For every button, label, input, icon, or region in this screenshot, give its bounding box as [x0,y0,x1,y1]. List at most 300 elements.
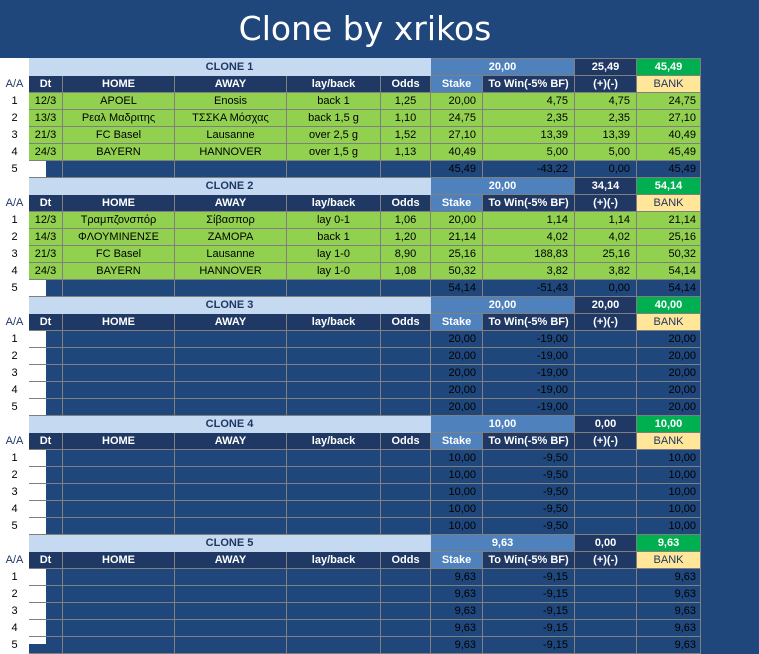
away-team-cell[interactable] [175,569,287,586]
profit-loss-cell[interactable]: 0,00 [575,161,637,178]
profit-loss-cell[interactable] [575,603,637,620]
stake-cell[interactable]: 10,00 [431,518,483,535]
away-team-cell[interactable] [175,467,287,484]
home-team-cell[interactable] [63,382,175,399]
spacer-cell [1,59,29,76]
stake-cell[interactable]: 10,00 [431,450,483,467]
header-aa: A/A [1,195,29,212]
date-cell[interactable] [29,161,63,178]
home-team-cell[interactable]: Ρεαλ Μαδριτης [63,110,175,127]
lay-back-cell[interactable] [287,382,381,399]
row-number: 1 [1,212,29,229]
odds-cell[interactable] [381,501,431,518]
lay-back-cell[interactable]: over 2,5 g [287,127,381,144]
date-cell[interactable] [29,501,63,518]
away-team-cell[interactable] [175,161,287,178]
stake-cell[interactable]: 21,14 [431,229,483,246]
spreadsheet-grid [5,58,749,654]
profit-loss-cell[interactable]: 13,39 [575,127,637,144]
profit-loss-cell[interactable]: 2,35 [575,110,637,127]
header-date: Dt [29,76,63,93]
header-profit-loss: (+)(-) [575,195,637,212]
home-team-cell[interactable]: Τραμπζονσπόρ [63,212,175,229]
date-cell[interactable] [29,382,63,399]
date-cell[interactable]: 12/3 [29,212,63,229]
clone-profit-total[interactable]: 34,14 [575,178,637,195]
odds-cell[interactable] [381,518,431,535]
home-team-cell[interactable] [63,518,175,535]
odds-cell[interactable] [381,399,431,416]
clone-bank-total[interactable]: 45,49 [637,59,701,76]
home-team-cell[interactable] [63,331,175,348]
lay-back-cell[interactable]: lay 1-0 [287,246,381,263]
bank-cell[interactable]: 45,49 [637,144,701,161]
stake-cell[interactable]: 50,32 [431,263,483,280]
header-date: Dt [29,195,63,212]
row-number: 2 [1,586,29,603]
row-number: 3 [1,127,29,144]
away-team-cell[interactable] [175,501,287,518]
profit-loss-cell[interactable] [575,399,637,416]
odds-cell[interactable] [381,484,431,501]
clone-profit-total[interactable]: 25,49 [575,59,637,76]
profit-loss-cell[interactable] [575,484,637,501]
profit-loss-cell[interactable] [575,382,637,399]
away-team-cell[interactable] [175,365,287,382]
odds-cell[interactable]: 1,52 [381,127,431,144]
date-cell[interactable]: 14/3 [29,229,63,246]
lay-back-cell[interactable] [287,280,381,297]
clone-stake-total[interactable]: 20,00 [431,297,575,314]
away-team-cell[interactable]: HANNOVER [175,144,287,161]
stake-cell[interactable]: 25,16 [431,246,483,263]
away-team-cell[interactable] [175,382,287,399]
lay-back-cell[interactable]: back 1 [287,93,381,110]
profit-loss-cell[interactable] [575,467,637,484]
clone-bank-total[interactable]: 10,00 [637,416,701,433]
lay-back-cell[interactable] [287,467,381,484]
stake-cell[interactable]: 27,10 [431,127,483,144]
bank-cell[interactable]: 21,14 [637,212,701,229]
away-team-cell[interactable] [175,586,287,603]
profit-loss-cell[interactable] [575,569,637,586]
date-cell[interactable]: 24/3 [29,263,63,280]
row-number: 3 [1,603,29,620]
odds-cell[interactable] [381,637,431,654]
header-home: HOME [63,76,175,93]
to-win-cell[interactable]: -9,50 [483,450,575,467]
home-team-cell[interactable] [63,603,175,620]
to-win-cell[interactable]: 5,00 [483,144,575,161]
date-cell[interactable] [29,399,63,416]
clone-stake-total[interactable]: 20,00 [431,59,575,76]
lay-back-cell[interactable] [287,518,381,535]
lay-back-cell[interactable] [287,620,381,637]
clone-summary-row [1,535,701,552]
bank-cell[interactable]: 20,00 [637,399,701,416]
to-win-cell[interactable]: 4,02 [483,229,575,246]
away-team-cell[interactable] [175,280,287,297]
away-team-cell[interactable] [175,620,287,637]
profit-loss-cell[interactable]: 5,00 [575,144,637,161]
header-away: AWAY [175,433,287,450]
lay-back-cell[interactable] [287,569,381,586]
date-cell[interactable] [29,365,63,382]
home-team-cell[interactable] [63,365,175,382]
to-win-cell[interactable]: -9,15 [483,620,575,637]
date-cell[interactable] [29,484,63,501]
stake-cell[interactable]: 20,00 [431,399,483,416]
profit-loss-cell[interactable] [575,620,637,637]
clone-profit-total[interactable]: 0,00 [575,535,637,552]
to-win-cell[interactable]: 3,82 [483,263,575,280]
lay-back-cell[interactable] [287,501,381,518]
to-win-cell[interactable]: -9,50 [483,518,575,535]
bank-cell[interactable]: 20,00 [637,382,701,399]
lay-back-cell[interactable]: back 1 [287,229,381,246]
date-cell[interactable] [29,586,63,603]
date-cell[interactable]: 21/3 [29,246,63,263]
away-team-cell[interactable] [175,399,287,416]
column-header-row [1,314,701,331]
to-win-cell[interactable]: -19,00 [483,365,575,382]
date-cell[interactable]: 21/3 [29,127,63,144]
stake-cell[interactable]: 20,00 [431,212,483,229]
clone-stake-total[interactable]: 9,63 [431,535,575,552]
column-header-row [1,76,701,93]
header-to-win: To Win(-5% BF) [483,314,575,331]
header-lay-back: lay/back [287,76,381,93]
profit-loss-cell[interactable]: 25,16 [575,246,637,263]
to-win-cell[interactable]: -9,15 [483,569,575,586]
to-win-cell[interactable]: -9,50 [483,484,575,501]
to-win-cell[interactable]: 2,35 [483,110,575,127]
odds-cell[interactable] [381,161,431,178]
row-number: 5 [1,161,29,178]
to-win-cell[interactable]: 1,14 [483,212,575,229]
odds-cell[interactable] [381,603,431,620]
home-team-cell[interactable]: ΦΛΟΥΜΙΝΕΝΣΕ [63,229,175,246]
bank-cell[interactable]: 20,00 [637,365,701,382]
header-to-win: To Win(-5% BF) [483,552,575,569]
bank-cell[interactable]: 9,63 [637,586,701,603]
bank-cell[interactable]: 10,00 [637,501,701,518]
stake-cell[interactable]: 9,63 [431,603,483,620]
lay-back-cell[interactable] [287,399,381,416]
lay-back-cell[interactable] [287,348,381,365]
clone-summary-row [1,59,701,76]
header-stake: Stake [431,195,483,212]
date-cell[interactable] [29,620,63,637]
row-number: 3 [1,365,29,382]
date-cell[interactable] [29,450,63,467]
home-team-cell[interactable] [63,280,175,297]
bank-cell[interactable]: 20,00 [637,331,701,348]
table-row [1,280,701,297]
lay-back-cell[interactable] [287,161,381,178]
to-win-cell[interactable]: -9,50 [483,501,575,518]
row-number: 5 [1,518,29,535]
home-team-cell[interactable] [63,637,175,654]
home-team-cell[interactable] [63,467,175,484]
table-row [1,518,701,535]
away-team-cell[interactable] [175,331,287,348]
bank-cell[interactable]: 9,63 [637,569,701,586]
bank-cell[interactable]: 10,00 [637,467,701,484]
stake-cell[interactable]: 10,00 [431,484,483,501]
row-number: 1 [1,93,29,110]
stake-cell[interactable]: 40,49 [431,144,483,161]
odds-cell[interactable] [381,382,431,399]
profit-loss-cell[interactable] [575,586,637,603]
lay-back-cell[interactable] [287,637,381,654]
stake-cell[interactable]: 45,49 [431,161,483,178]
header-odds: Odds [381,314,431,331]
home-team-cell[interactable]: FC Basel [63,246,175,263]
to-win-cell[interactable]: -9,15 [483,637,575,654]
home-team-cell[interactable] [63,586,175,603]
row-number: 4 [1,382,29,399]
header-aa: A/A [1,314,29,331]
date-cell[interactable] [29,331,63,348]
to-win-cell[interactable]: -19,00 [483,399,575,416]
header-aa: A/A [1,76,29,93]
date-cell[interactable]: 12/3 [29,93,63,110]
lay-back-cell[interactable] [287,331,381,348]
away-team-cell[interactable] [175,484,287,501]
odds-cell[interactable] [381,348,431,365]
stake-cell[interactable]: 9,63 [431,620,483,637]
home-team-cell[interactable] [63,501,175,518]
stake-cell[interactable]: 20,00 [431,382,483,399]
bank-cell[interactable]: 10,00 [637,518,701,535]
header-lay-back: lay/back [287,195,381,212]
table-row [1,110,701,127]
odds-cell[interactable]: 1,20 [381,229,431,246]
table-row [1,229,701,246]
clone-stake-total[interactable]: 20,00 [431,178,575,195]
lay-back-cell[interactable] [287,365,381,382]
bank-cell[interactable]: 54,14 [637,280,701,297]
clone-profit-total[interactable]: 0,00 [575,416,637,433]
to-win-cell[interactable]: -19,00 [483,348,575,365]
home-team-cell[interactable]: FC Basel [63,127,175,144]
table-row [1,212,701,229]
bank-cell[interactable]: 9,63 [637,603,701,620]
profit-loss-cell[interactable]: 0,00 [575,280,637,297]
bank-cell[interactable]: 25,16 [637,229,701,246]
bank-cell[interactable]: 40,49 [637,127,701,144]
date-cell[interactable]: 24/3 [29,144,63,161]
profit-loss-cell[interactable] [575,518,637,535]
stake-cell[interactable]: 54,14 [431,280,483,297]
away-team-cell[interactable] [175,450,287,467]
stake-cell[interactable]: 10,00 [431,467,483,484]
stake-cell[interactable]: 24,75 [431,110,483,127]
profit-loss-cell[interactable] [575,450,637,467]
away-team-cell[interactable]: Σίβασπορ [175,212,287,229]
away-team-cell[interactable]: Enosis [175,93,287,110]
home-team-cell[interactable]: BAYERN [63,144,175,161]
header-bank: BANK [637,76,701,93]
home-team-cell[interactable] [63,399,175,416]
odds-cell[interactable]: 1,25 [381,93,431,110]
header-home: HOME [63,552,175,569]
bank-cell[interactable]: 50,32 [637,246,701,263]
date-cell[interactable] [29,467,63,484]
clone-bank-total[interactable]: 54,14 [637,178,701,195]
row-number: 5 [1,637,29,654]
header-lay-back: lay/back [287,552,381,569]
header-away: AWAY [175,76,287,93]
to-win-cell[interactable]: -19,00 [483,331,575,348]
bank-cell[interactable]: 10,00 [637,484,701,501]
clone-stake-total[interactable]: 10,00 [431,416,575,433]
away-team-cell[interactable]: ΖΑΜΟΡΑ [175,229,287,246]
bank-cell[interactable]: 24,75 [637,93,701,110]
stake-cell[interactable]: 9,63 [431,586,483,603]
clone-bank-total[interactable]: 40,00 [637,297,701,314]
table-row [1,586,701,603]
odds-cell[interactable]: 1,13 [381,144,431,161]
away-team-cell[interactable]: ΤΣΣΚΑ Μόσχας [175,110,287,127]
profit-loss-cell[interactable]: 4,75 [575,93,637,110]
odds-cell[interactable]: 1,10 [381,110,431,127]
lay-back-cell[interactable]: lay 0-1 [287,212,381,229]
bank-cell[interactable]: 54,14 [637,263,701,280]
lay-back-cell[interactable] [287,450,381,467]
clone-bank-total[interactable]: 9,63 [637,535,701,552]
profit-loss-cell[interactable]: 4,02 [575,229,637,246]
profit-loss-cell[interactable]: 3,82 [575,263,637,280]
lay-back-cell[interactable]: lay 1-0 [287,263,381,280]
away-team-cell[interactable] [175,348,287,365]
odds-cell[interactable]: 8,90 [381,246,431,263]
row-number: 1 [1,331,29,348]
date-cell[interactable] [29,348,63,365]
away-team-cell[interactable]: Lausanne [175,246,287,263]
column-header-row [1,433,701,450]
header-profit-loss: (+)(-) [575,552,637,569]
header-lay-back: lay/back [287,314,381,331]
date-cell[interactable] [29,518,63,535]
lay-back-cell[interactable] [287,586,381,603]
to-win-cell[interactable]: 13,39 [483,127,575,144]
odds-cell[interactable] [381,450,431,467]
header-away: AWAY [175,552,287,569]
spacer-cell [1,178,29,195]
profit-loss-cell[interactable] [575,365,637,382]
to-win-cell[interactable]: -9,15 [483,603,575,620]
row-number: 5 [1,280,29,297]
home-team-cell[interactable]: APOEL [63,93,175,110]
to-win-cell[interactable]: -51,43 [483,280,575,297]
away-team-cell[interactable]: Lausanne [175,127,287,144]
to-win-cell[interactable]: -9,15 [483,586,575,603]
stake-cell[interactable]: 20,00 [431,331,483,348]
odds-cell[interactable]: 1,06 [381,212,431,229]
header-aa: A/A [1,433,29,450]
home-team-cell[interactable] [63,620,175,637]
odds-cell[interactable] [381,467,431,484]
table-row [1,637,701,654]
clone-profit-total[interactable]: 20,00 [575,297,637,314]
to-win-cell[interactable]: 188,83 [483,246,575,263]
stake-cell[interactable]: 20,00 [431,348,483,365]
home-team-cell[interactable]: BAYERN [63,263,175,280]
column-header-row [1,195,701,212]
stake-cell[interactable]: 20,00 [431,365,483,382]
table-row [1,569,701,586]
odds-cell[interactable] [381,331,431,348]
away-team-cell[interactable] [175,518,287,535]
lay-back-cell[interactable]: over 1,5 g [287,144,381,161]
header-away: AWAY [175,195,287,212]
profit-loss-cell[interactable] [575,637,637,654]
header-away: AWAY [175,314,287,331]
away-team-cell[interactable]: HANNOVER [175,263,287,280]
profit-loss-cell[interactable]: 1,14 [575,212,637,229]
odds-cell[interactable] [381,569,431,586]
profit-loss-cell[interactable] [575,501,637,518]
home-team-cell[interactable] [63,484,175,501]
stake-cell[interactable]: 9,63 [431,569,483,586]
table-row [1,161,701,178]
stake-cell[interactable]: 10,00 [431,501,483,518]
bank-cell[interactable]: 9,63 [637,620,701,637]
home-team-cell[interactable] [63,161,175,178]
date-cell[interactable] [29,280,63,297]
table-row [1,501,701,518]
stake-cell[interactable]: 20,00 [431,93,483,110]
odds-cell[interactable] [381,365,431,382]
bank-cell[interactable]: 20,00 [637,348,701,365]
bank-cell[interactable]: 9,63 [637,637,701,654]
odds-cell[interactable] [381,586,431,603]
bank-cell[interactable]: 10,00 [637,450,701,467]
row-number: 1 [1,450,29,467]
odds-cell[interactable] [381,280,431,297]
lay-back-cell[interactable] [287,484,381,501]
to-win-cell[interactable]: 4,75 [483,93,575,110]
odds-cell[interactable]: 1,08 [381,263,431,280]
away-team-cell[interactable] [175,637,287,654]
stake-cell[interactable]: 9,63 [431,637,483,654]
home-team-cell[interactable] [63,450,175,467]
date-cell[interactable] [29,603,63,620]
spacer-cell [1,535,29,552]
table-row [1,382,701,399]
date-cell[interactable] [29,569,63,586]
away-team-cell[interactable] [175,603,287,620]
profit-loss-cell[interactable] [575,348,637,365]
bank-cell[interactable]: 45,49 [637,161,701,178]
to-win-cell[interactable]: -43,22 [483,161,575,178]
odds-cell[interactable] [381,620,431,637]
date-cell[interactable]: 13/3 [29,110,63,127]
home-team-cell[interactable] [63,348,175,365]
home-team-cell[interactable] [63,569,175,586]
header-bank: BANK [637,195,701,212]
bank-cell[interactable]: 27,10 [637,110,701,127]
lay-back-cell[interactable] [287,603,381,620]
to-win-cell[interactable]: -19,00 [483,382,575,399]
lay-back-cell[interactable]: back 1,5 g [287,110,381,127]
profit-loss-cell[interactable] [575,331,637,348]
to-win-cell[interactable]: -9,50 [483,467,575,484]
header-date: Dt [29,552,63,569]
date-cell[interactable] [29,637,63,654]
